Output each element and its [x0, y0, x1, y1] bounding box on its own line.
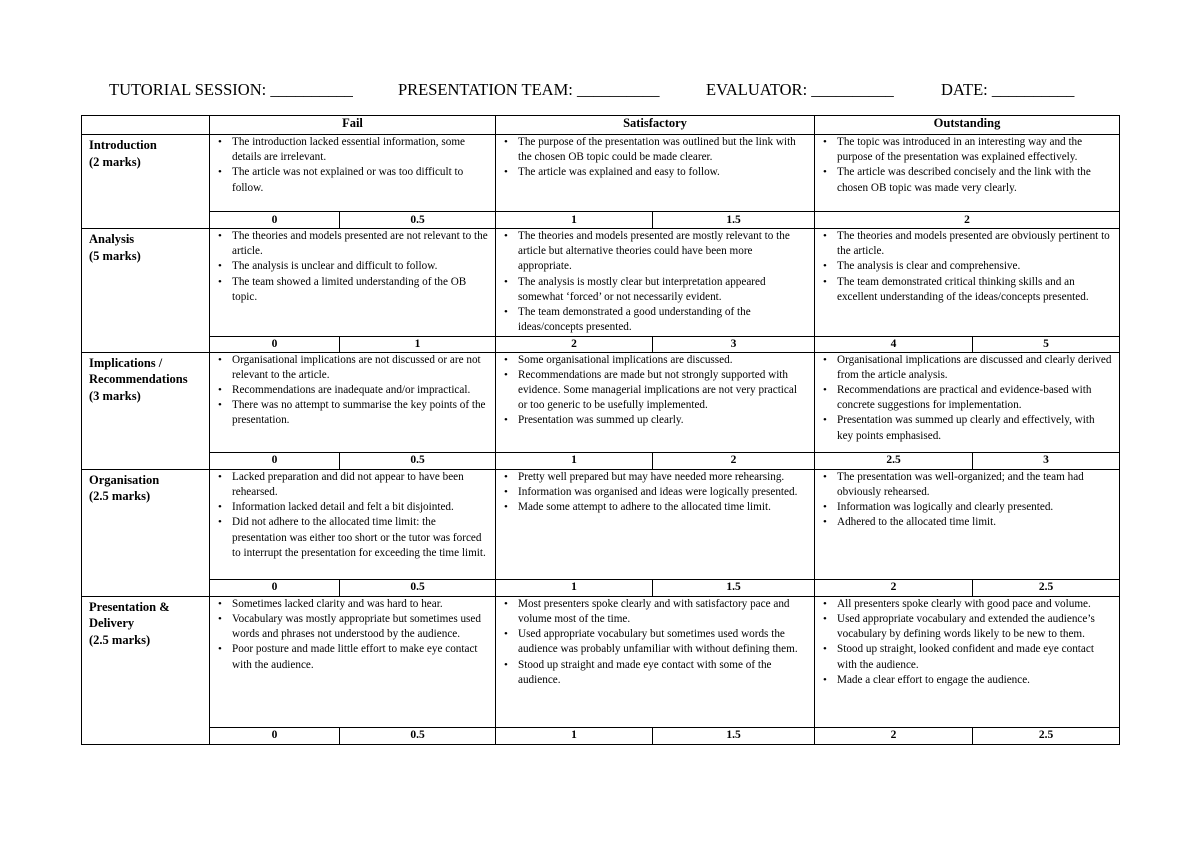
- tutorial-session-field: TUTORIAL SESSION: __________: [109, 80, 353, 99]
- score-cell: 0.5: [340, 579, 496, 596]
- descriptor-item: • Made a clear effort to engage the audience.: [823, 673, 1113, 688]
- descriptor-item: • The analysis is clear and comprehensive.: [823, 259, 1113, 274]
- score-cell: 4: [815, 336, 973, 352]
- descriptor-list: [218, 229, 489, 305]
- criterion-cell: [82, 352, 210, 469]
- outstanding-descriptor-cell: [815, 352, 1120, 452]
- score-cell: 2.5: [973, 579, 1120, 596]
- descriptor-item: • Sometimes lacked clarity and was hard to hear.: [218, 597, 489, 612]
- descriptor-item: • The team showed a limited understanding of the OB topic.: [218, 275, 489, 305]
- satisfactory-descriptor-cell: [496, 596, 815, 727]
- score-cell: 5: [973, 336, 1120, 352]
- descriptor-item: • Recommendations are practical and evidence-based with concrete suggestions for implementation.: [823, 383, 1113, 413]
- descriptor-item: • The theories and models presented are obviously pertinent to the article.: [823, 229, 1113, 259]
- descriptor-list: [504, 470, 808, 516]
- criterion-row: [82, 596, 1120, 727]
- fail-descriptor-cell: [210, 596, 496, 727]
- criterion-title: Presentation &: [89, 599, 170, 614]
- descriptor-item: • The topic was introduced in an interesting way and the purpose of the presentation was explained effectively.: [823, 135, 1113, 165]
- criterion-marks: (5 marks): [89, 248, 141, 263]
- descriptor-item: • The analysis is mostly clear but interpretation appeared somewhat ‘forced’ or not necessarily evident.: [504, 275, 808, 305]
- satisfactory-descriptor-cell: [496, 229, 815, 337]
- score-cell: 2: [815, 579, 973, 596]
- descriptor-list: [218, 597, 489, 673]
- descriptor-item: • Presentation was summed up clearly.: [504, 413, 808, 428]
- score-row: [82, 579, 1120, 596]
- score-cell: 1: [496, 579, 653, 596]
- descriptor-item: • Pretty well prepared but may have needed more rehearsing.: [504, 470, 808, 485]
- outstanding-descriptor-cell: [815, 469, 1120, 579]
- descriptor-item: • Used appropriate vocabulary but sometimes used words the audience was probably unfamiliar with without defining them.: [504, 627, 808, 657]
- score-cell: 0: [210, 212, 340, 229]
- score-cell: 1: [496, 727, 653, 744]
- score-cell: 3: [653, 336, 815, 352]
- descriptor-item: • Stood up straight and made eye contact with some of the audience.: [504, 658, 808, 688]
- criterion-title: Delivery: [89, 616, 135, 631]
- score-cell: 0: [210, 452, 340, 469]
- descriptor-item: • The presentation was well-organized; and the team had obviously rehearsed.: [823, 470, 1113, 500]
- descriptor-item: • The article was described concisely and the link with the chosen OB topic was made very clearly.: [823, 165, 1113, 195]
- descriptor-list: [823, 353, 1113, 444]
- descriptor-item: • Organisational implications are discussed and clearly derived from the article analysis.: [823, 353, 1113, 383]
- score-row: [82, 336, 1120, 352]
- criterion-row: [82, 229, 1120, 337]
- score-cell: 0.5: [340, 212, 496, 229]
- descriptor-list: [823, 470, 1113, 531]
- rubric-header-row: [82, 116, 1120, 135]
- descriptor-list: [504, 353, 808, 429]
- descriptor-list: [504, 597, 808, 688]
- criterion-cell: [82, 229, 210, 353]
- descriptor-item: • Vocabulary was mostly appropriate but sometimes used words and phrases not understood by the audience.: [218, 612, 489, 642]
- descriptor-item: • Some organisational implications are discussed.: [504, 353, 808, 368]
- descriptor-list: [218, 135, 489, 196]
- score-cell: 1.5: [653, 579, 815, 596]
- fail-descriptor-cell: [210, 135, 496, 212]
- score-cell: 1.5: [653, 727, 815, 744]
- score-cell: 0: [210, 336, 340, 352]
- outstanding-descriptor-cell: [815, 135, 1120, 212]
- criterion-cell: [82, 596, 210, 744]
- score-cell: 0: [210, 727, 340, 744]
- presentation-team-field: PRESENTATION TEAM: __________: [398, 80, 660, 99]
- score-cell: 2: [496, 336, 653, 352]
- descriptor-item: • The article was not explained or was too difficult to follow.: [218, 165, 489, 195]
- score-cell: 0.5: [340, 727, 496, 744]
- descriptor-item: • The article was explained and easy to follow.: [504, 165, 808, 180]
- evaluation-header: [109, 80, 1099, 104]
- descriptor-item: • Information was logically and clearly presented.: [823, 500, 1113, 515]
- criterion-marks: (2.5 marks): [89, 489, 151, 504]
- descriptor-item: • Recommendations are made but not strongly supported with evidence. Some managerial implications are not very practical or too generic to be usefully implemented.: [504, 368, 808, 414]
- score-cell: 2.5: [973, 727, 1120, 744]
- score-cell: 1: [340, 336, 496, 352]
- outstanding-descriptor-cell: [815, 229, 1120, 337]
- descriptor-item: • The introduction lacked essential information, some details are irrelevant.: [218, 135, 489, 165]
- score-cell: 1: [496, 452, 653, 469]
- descriptor-item: • Most presenters spoke clearly and with satisfactory pace and volume most of the time.: [504, 597, 808, 627]
- score-cell: 0.5: [340, 452, 496, 469]
- descriptor-item: • Information was organised and ideas were logically presented.: [504, 485, 808, 500]
- descriptor-list: [823, 229, 1113, 305]
- descriptor-item: • Poor posture and made little effort to make eye contact with the audience.: [218, 642, 489, 672]
- descriptor-list: [218, 470, 489, 561]
- fail-descriptor-cell: [210, 352, 496, 452]
- descriptor-item: • Recommendations are inadequate and/or impractical.: [218, 383, 489, 398]
- criterion-marks: (3 marks): [89, 388, 141, 403]
- descriptor-item: • Used appropriate vocabulary and extended the audience’s vocabulary by defining words likely to be new to them.: [823, 612, 1113, 642]
- descriptor-item: • Adhered to the allocated time limit.: [823, 515, 1113, 530]
- satisfactory-descriptor-cell: [496, 469, 815, 579]
- descriptor-item: • The team demonstrated critical thinking skills and an excellent understanding of the ideas/concepts presented.: [823, 275, 1113, 305]
- descriptor-item: • Presentation was summed up clearly and effectively, with key points emphasised.: [823, 413, 1113, 443]
- score-cell: 2: [653, 452, 815, 469]
- descriptor-item: • Information lacked detail and felt a bit disjointed.: [218, 500, 489, 515]
- outstanding-header: Outstanding: [815, 116, 1120, 135]
- score-cell: 3: [973, 452, 1120, 469]
- descriptor-item: • The theories and models presented are not relevant to the article.: [218, 229, 489, 259]
- criterion-title: Introduction: [89, 138, 157, 152]
- descriptor-item: • Stood up straight, looked confident and made eye contact with the audience.: [823, 642, 1113, 672]
- descriptor-item: • The analysis is unclear and difficult to follow.: [218, 259, 489, 274]
- score-cell: 1.5: [653, 212, 815, 229]
- descriptor-item: • The theories and models presented are mostly relevant to the article but alternative theories could have been more appropriate.: [504, 229, 808, 275]
- descriptor-item: • Lacked preparation and did not appear to have been rehearsed.: [218, 470, 489, 500]
- criterion-title: Implications /: [89, 355, 163, 370]
- criterion-row: [82, 352, 1120, 452]
- score-row: [82, 212, 1120, 229]
- evaluator-field: EVALUATOR: __________: [706, 80, 894, 99]
- criterion-marks: (2.5 marks): [89, 632, 151, 647]
- descriptor-list: [218, 353, 489, 429]
- descriptor-list: [823, 135, 1113, 196]
- descriptor-list: [823, 597, 1113, 688]
- score-cell: 2.5: [815, 452, 973, 469]
- criterion-cell: [82, 469, 210, 596]
- criterion-marks: (2 marks): [89, 154, 141, 169]
- criterion-header: [82, 116, 210, 135]
- criterion-row: [82, 469, 1120, 579]
- criterion-title: Analysis: [89, 232, 135, 247]
- score-row: [82, 727, 1120, 744]
- date-field: DATE: __________: [941, 80, 1075, 99]
- descriptor-item: • Made some attempt to adhere to the allocated time limit.: [504, 500, 808, 515]
- criterion-title: Organisation: [89, 472, 160, 487]
- descriptor-item: • Did not adhere to the allocated time limit: the presentation was either too short or the tutor was forced to interrupt the presentation for exceeding the time limit.: [218, 515, 489, 561]
- satisfactory-header: Satisfactory: [496, 116, 815, 135]
- score-cell: 2: [815, 212, 1120, 229]
- criterion-row: [82, 135, 1120, 212]
- score-cell: 1: [496, 212, 653, 229]
- descriptor-item: • All presenters spoke clearly with good pace and volume.: [823, 597, 1113, 612]
- score-cell: 0: [210, 579, 340, 596]
- fail-header: Fail: [210, 116, 496, 135]
- descriptor-list: [504, 135, 808, 181]
- criterion-title: Recommendations: [89, 372, 188, 387]
- satisfactory-descriptor-cell: [496, 135, 815, 212]
- descriptor-item: • Organisational implications are not discussed or are not relevant to the article.: [218, 353, 489, 383]
- fail-descriptor-cell: [210, 469, 496, 579]
- descriptor-item: • There was no attempt to summarise the key points of the presentation.: [218, 398, 489, 428]
- descriptor-list: [504, 229, 808, 335]
- criterion-cell: [82, 135, 210, 229]
- descriptor-item: • The purpose of the presentation was outlined but the link with the chosen OB topic could be made clearer.: [504, 135, 808, 165]
- outstanding-descriptor-cell: [815, 596, 1120, 727]
- fail-descriptor-cell: [210, 229, 496, 337]
- score-row: [82, 452, 1120, 469]
- descriptor-item: • The team demonstrated a good understanding of the ideas/concepts presented.: [504, 305, 808, 335]
- score-cell: 2: [815, 727, 973, 744]
- rubric-table: [81, 115, 1120, 745]
- satisfactory-descriptor-cell: [496, 352, 815, 452]
